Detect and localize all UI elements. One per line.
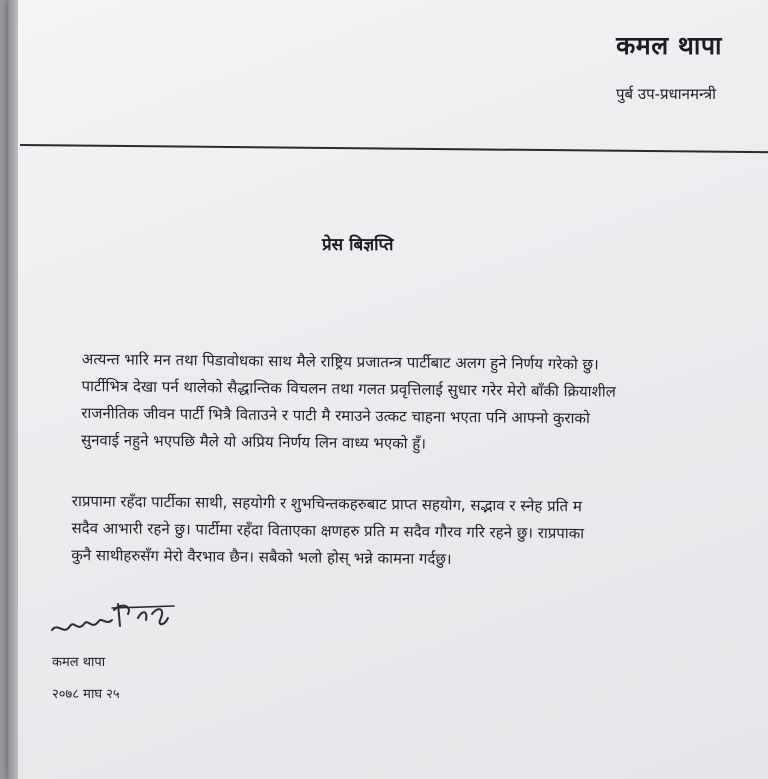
paragraph-1 <box>81 346 742 461</box>
letterhead-name: कमल थापा <box>616 31 722 60</box>
paragraph-line: राप्रपामा रहँदा पार्टीका साथी, सहयोगी र शुभचिन्तकहरुबाट प्राप्त सहयोग, सद्भाव र स्नेह प्रति म <box>71 491 582 516</box>
signatory-name: कमल थापा <box>52 655 106 670</box>
paragraph-line: अत्यन्त भारि मन तथा पिडावोधका साथ मैले राष्ट्रिय प्रजातन्त्र पार्टीबाट अलग हुने निर्णय गरेको छु। <box>81 349 599 374</box>
handwritten-signature <box>48 596 198 644</box>
paragraph-line: सदैव आभारी रहने छु। पार्टीमा रहँदा विताएका क्षणहरु प्रति म सदैव गौरव गरि रहने छु। राप्रपाका <box>71 518 585 543</box>
paragraph-line: पार्टीभित्र देखा पर्न थालेको सैद्धान्तिक विचलन तथा गलत प्रवृत्तिलाई सुधार गरेर मेरो बाँकी क्रियाशील <box>81 376 616 401</box>
letterhead-title: पुर्ब उप-प्रधानमन्त्री <box>616 85 716 103</box>
paragraph-line: राजनीतिक जीवन पार्टी भित्रै विताउने र पाटी मै रमाउने उत्कट चाहना भएता पनि आफ्नो कुराको <box>81 403 590 428</box>
paragraph-2 <box>71 488 742 576</box>
paragraph-line: सुनवाई नहुने भएपछि मैले यो अप्रिय निर्णय लिन वाध्य भएको हुँ। <box>80 430 427 453</box>
header-divider <box>20 144 768 153</box>
signature-date: २०७८ माघ २५ <box>52 687 120 702</box>
letter-page <box>8 0 768 779</box>
paragraph-line: कुनै साथीहरुसँग मेरो वैरभाव छैन। सबैको भलो होस् भन्ने कामना गर्दछु। <box>71 545 452 568</box>
document-heading: प्रेस बिज्ञप्ति <box>322 235 394 255</box>
page-edge <box>8 0 18 779</box>
